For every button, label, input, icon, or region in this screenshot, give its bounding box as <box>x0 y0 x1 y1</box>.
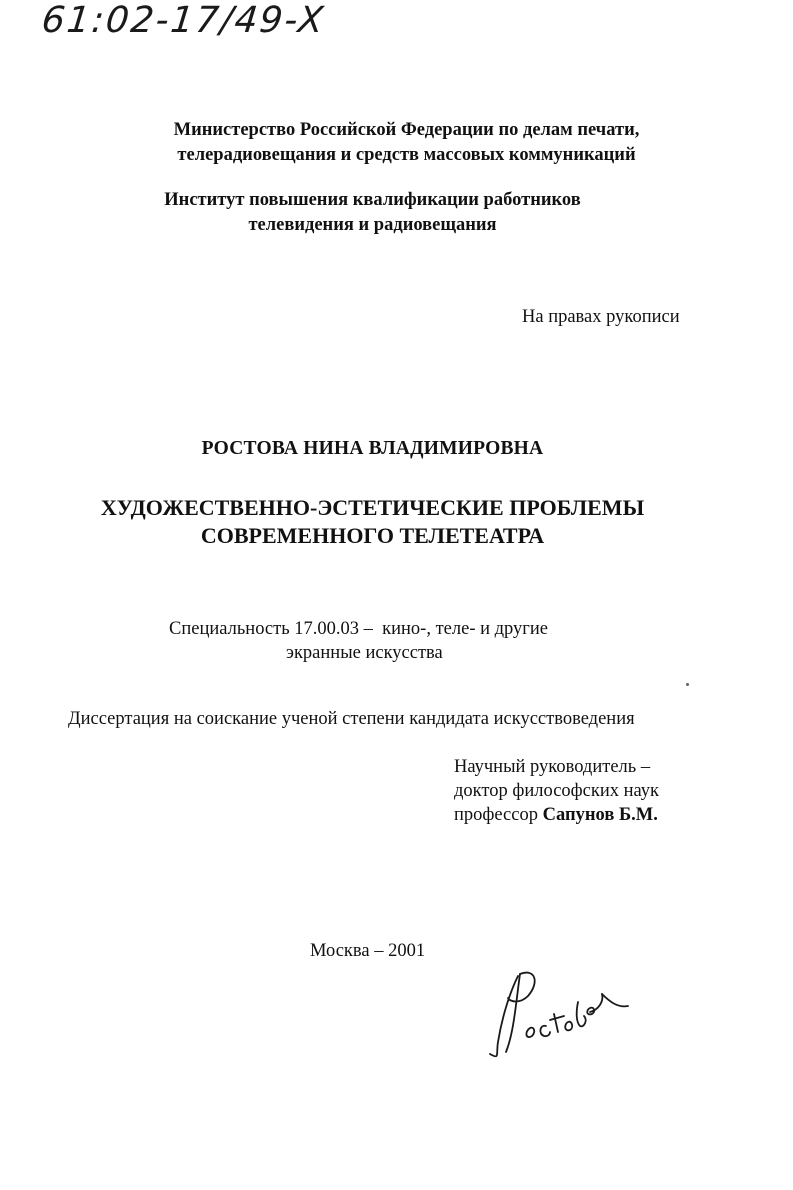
supervisor-block <box>454 755 659 827</box>
supervisor-name: Сапунов Б.М. <box>542 805 658 825</box>
supervisor-line-2: доктор философских наук <box>454 781 660 801</box>
city-year: Москва – 2001 <box>310 941 426 961</box>
title-line-1: ХУДОЖЕСТВЕННО-ЭСТЕТИЧЕСКИЕ ПРОБЛЕМЫ <box>100 495 645 520</box>
archive-code-handwritten: 61:02-17/49-X <box>39 0 328 41</box>
ministry-line-1: Министерство Российской Федерации по делам печати, <box>173 120 640 140</box>
supervisor-line-1: Научный руководитель – <box>454 757 651 777</box>
supervisor-line-3 <box>454 803 659 827</box>
specialty-line-2: экранные искусства <box>286 643 443 663</box>
degree-statement: Диссертация на соискание ученой степени кандидата искусствоведения <box>68 709 635 729</box>
handwritten-signature <box>480 962 640 1067</box>
title-line-2: СОВРЕМЕННОГО ТЕЛЕТЕАТРА <box>200 523 545 548</box>
institute-line-2: телевидения и радиовещания <box>248 215 497 235</box>
institute-heading <box>0 188 769 238</box>
manuscript-note: На правах рукописи <box>522 307 680 327</box>
ministry-line-2: телерадиовещания и средств массовых коммуникаций <box>177 145 636 165</box>
supervisor-title-prefix: профессор <box>454 805 538 825</box>
dissertation-title <box>0 494 769 550</box>
scan-speck <box>686 683 689 686</box>
ministry-heading <box>10 118 793 168</box>
specialty-line-1: Специальность 17.00.03 – кино-, теле- и другие <box>169 619 549 639</box>
author-name: РОСТОВА НИНА ВЛАДИМИРОВНА <box>201 438 544 459</box>
institute-line-1: Институт повышения квалификации работников <box>164 190 581 210</box>
